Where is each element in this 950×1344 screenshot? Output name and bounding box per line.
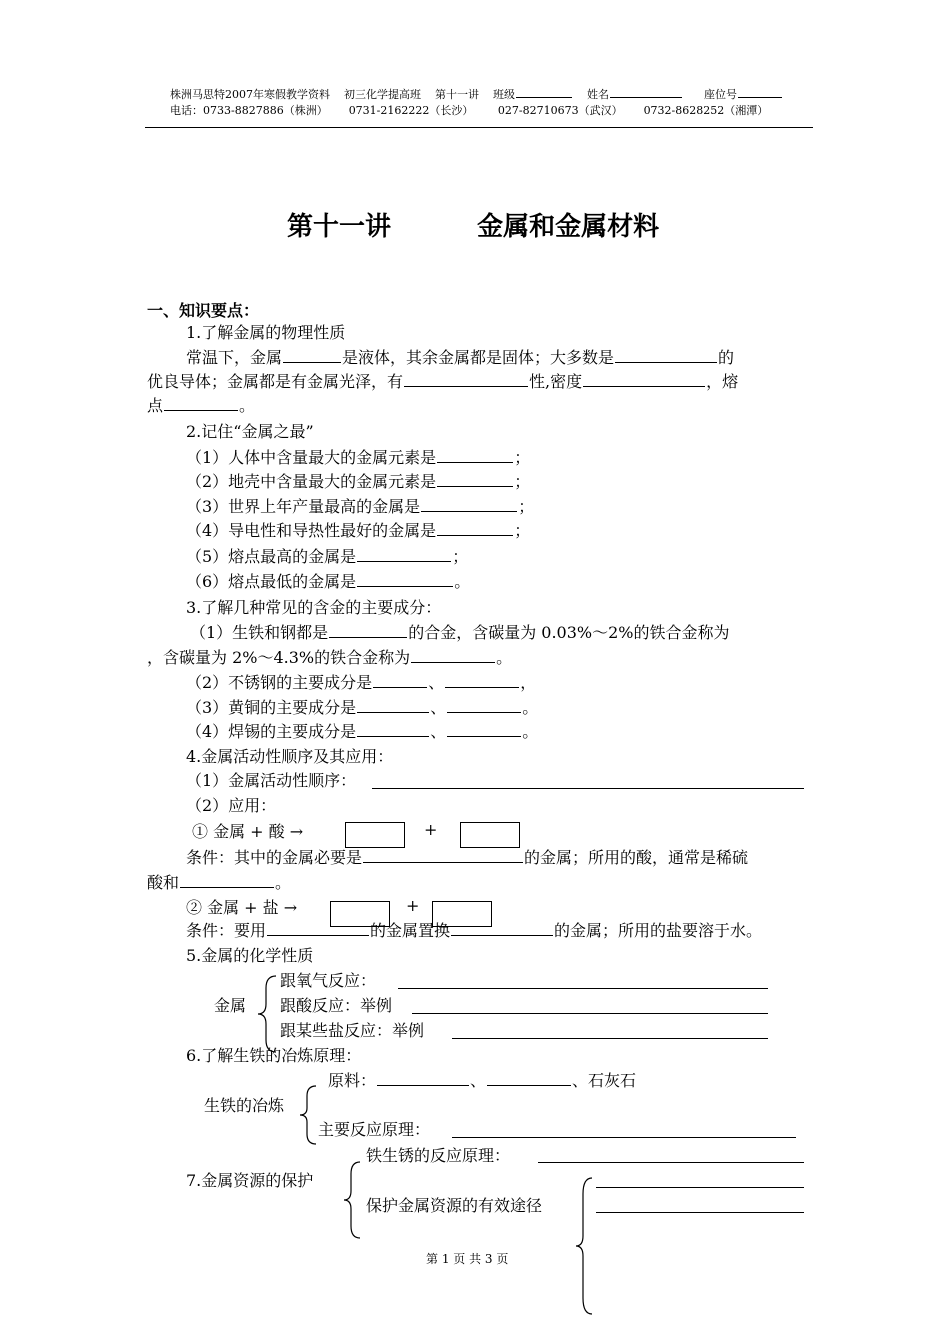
rust-label: 铁生锈的反应原理： [366, 1146, 511, 1165]
class-blank[interactable] [516, 87, 572, 98]
header-org: 株洲马思特2007年寒假教学资料 [170, 88, 330, 101]
list-item: （6）熔点最低的金属是 。 [186, 572, 471, 591]
blank-metal-condition[interactable] [363, 848, 523, 863]
principle-label: 主要反应原理： [318, 1120, 431, 1139]
phone-changsha: 0731-2162222（长沙） [348, 104, 474, 117]
phone-wuhan: 027-82710673（武汉） [497, 104, 623, 117]
blank-answer[interactable] [445, 673, 519, 688]
p1-line-1: 常温下，金属 是液体，其余金属都是固体；大多数是 的 [186, 348, 735, 367]
blank-answer[interactable] [447, 698, 521, 713]
metal-label: 金属 [214, 996, 247, 1015]
page-number: 第 1 页 共 3 页 [426, 1252, 509, 1266]
blank-answer[interactable] [437, 521, 513, 536]
condition-1-line-2: 酸和 。 [147, 873, 292, 892]
blank-answer[interactable] [357, 722, 429, 737]
blank-answer[interactable] [357, 572, 453, 587]
blank-density[interactable] [583, 372, 705, 387]
blank-conductor[interactable] [615, 348, 717, 363]
page-title [287, 206, 659, 243]
p5-heading: 5.金属的化学性质 [186, 946, 314, 965]
brace-icon [342, 1160, 362, 1240]
header-divider [145, 127, 813, 128]
header-lecture: 第十一讲 [435, 88, 479, 101]
blank-raw-material[interactable] [377, 1071, 469, 1086]
seat-blank[interactable] [738, 87, 782, 98]
p3-line-4: （3）黄铜的主要成分是 、 。 [186, 698, 539, 717]
p7-heading: 7.金属资源的保护 [186, 1171, 314, 1190]
p6-heading: 6.了解生铁的冶炼原理： [186, 1046, 362, 1065]
p1-heading: 1.了解金属的物理性质 [186, 323, 346, 342]
blank-answer[interactable] [437, 448, 513, 463]
acid-reaction-label: 跟酸反应：举例 [280, 996, 393, 1015]
title-topic: 金属和金属材料 [477, 212, 660, 242]
blank-answer[interactable] [421, 497, 517, 512]
p3-line-5: （4）焊锡的主要成分是 、 。 [186, 722, 539, 741]
section-heading: 一、知识要点： [147, 301, 260, 320]
brace-icon [574, 1176, 594, 1316]
blank-acid-reaction[interactable] [412, 1013, 768, 1014]
list-item: （2）地壳中含量最大的金属元素是 ； [186, 472, 531, 491]
phone-zhuzhou: 电话：0733-8827886（株洲） [170, 104, 328, 117]
name-label: 姓名 [587, 88, 609, 101]
blank-answer[interactable] [447, 722, 521, 737]
p3-line-1: （1）生铁和钢都是 的合金，含碳量为 0.03%～2%的铁合金称为 [190, 623, 730, 642]
blank-principle[interactable] [452, 1137, 796, 1138]
oxygen-reaction-label: 跟氧气反应： [280, 971, 377, 990]
phone-xiangtan: 0732-8628252（湘潭） [643, 104, 769, 117]
blank-answer[interactable] [357, 698, 429, 713]
list-item: （5）熔点最高的金属是 ； [186, 547, 469, 566]
reaction-metal-acid: ① 金属 + 酸 → [192, 822, 304, 841]
blank-rust[interactable] [538, 1162, 804, 1163]
blank-property[interactable] [404, 372, 528, 387]
blank-liquid-metal[interactable] [283, 348, 341, 363]
p3-line-3: （2）不锈钢的主要成分是 、 ， [186, 673, 537, 692]
smelting-label: 生铁的冶炼 [204, 1096, 285, 1115]
p3-line-2: ，含碳量为 2%～4.3%的铁合金称为 。 [147, 648, 513, 667]
reaction-metal-salt: ② 金属 + 盐 → [186, 898, 298, 917]
raw-materials: 原料： 、 、石灰石 [328, 1071, 637, 1090]
product-box-1[interactable] [345, 822, 405, 848]
p1-line-3: 点 。 [147, 396, 256, 415]
p2-heading: 2.记住“金属之最” [186, 422, 314, 441]
blank-alloy[interactable] [329, 623, 407, 638]
plus-sign: + [406, 896, 420, 915]
p4-heading: 4.金属活动性顺序及其应用： [186, 747, 394, 766]
activity-order-label: （1）金属活动性顺序： [186, 771, 357, 790]
header-course: 初三化学提高班 [344, 88, 421, 101]
blank-activity-order[interactable] [372, 788, 804, 789]
blank-melting-point[interactable] [164, 396, 238, 411]
brace-icon [256, 974, 278, 1054]
blank-salt-reaction[interactable] [452, 1038, 768, 1039]
blank-protect-way[interactable] [596, 1187, 804, 1188]
brace-icon [298, 1084, 318, 1146]
name-blank[interactable] [610, 87, 682, 98]
blank-answer[interactable] [437, 472, 513, 487]
blank-answer[interactable] [357, 547, 451, 562]
protect-label: 保护金属资源的有效途径 [366, 1196, 543, 1215]
blank-pig-iron[interactable] [411, 648, 495, 663]
blank-acid[interactable] [180, 873, 274, 888]
condition-1-line-1: 条件：其中的金属必要是 的金属；所用的酸，通常是稀硫 [186, 848, 749, 867]
blank-answer[interactable] [373, 673, 427, 688]
p1-line-2: 优良导体；金属都是有金属光泽，有 性,密度 ，熔 [147, 372, 739, 391]
blank-oxygen-reaction[interactable] [398, 988, 768, 989]
class-label: 班级 [493, 88, 515, 101]
blank-active-metal[interactable] [267, 921, 369, 936]
application-label: （2）应用： [186, 796, 277, 815]
title-lecture: 第十一讲 [287, 212, 392, 242]
blank-protect-way[interactable] [596, 1212, 804, 1213]
list-item: （3）世界上年产量最高的金属是 ； [186, 497, 535, 516]
plus-sign: + [424, 820, 438, 839]
product-box-2[interactable] [460, 822, 520, 848]
header-line-2 [170, 102, 768, 118]
blank-raw-material[interactable] [487, 1071, 571, 1086]
condition-2: 条件：要用 的金属置换 的金属；所用的盐要溶于水。 [186, 921, 763, 940]
blank-less-active-metal[interactable] [451, 921, 553, 936]
seat-label: 座位号 [703, 88, 737, 101]
list-item: （1）人体中含量最大的金属元素是 ； [186, 448, 531, 467]
salt-reaction-label: 跟某些盐反应：举例 [280, 1021, 425, 1040]
list-item: （4）导电性和导热性最好的金属是 ； [186, 521, 531, 540]
header-line-1 [170, 86, 783, 102]
p3-heading: 3.了解几种常见的含金的主要成分： [186, 598, 442, 617]
